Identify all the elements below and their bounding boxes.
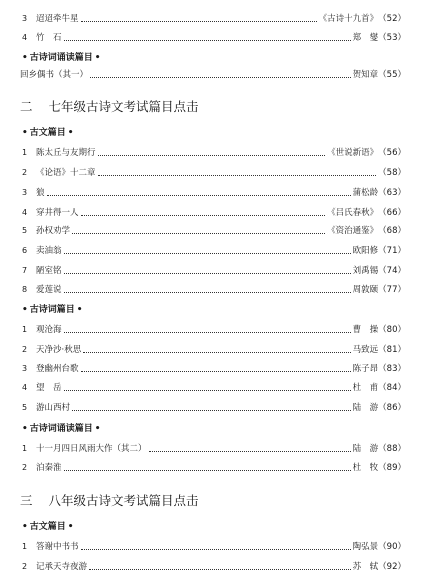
- entry-title: 爱莲说: [36, 285, 62, 295]
- entry-page: （66）: [378, 208, 406, 218]
- entry-number: 5: [22, 226, 28, 235]
- section-number: 三: [20, 493, 33, 508]
- entry-author: 陆 游: [352, 444, 379, 454]
- toc-entry: [22, 540, 406, 554]
- entry-author: 周敦颐: [352, 285, 379, 295]
- entry-author: 陈子昂: [352, 364, 379, 374]
- entry-author: 蒲松龄: [352, 188, 379, 198]
- toc-entry: [22, 461, 406, 475]
- entry-page: （58）: [378, 168, 406, 178]
- entry-page: （92）: [378, 562, 406, 572]
- section-title: 七年级古诗文考试篇目点击: [48, 99, 199, 114]
- entry-author: 杜 牧: [352, 463, 379, 473]
- entry-number: 1: [22, 325, 28, 334]
- bullet-dot: •: [94, 53, 101, 63]
- entry-page: （63）: [378, 188, 406, 198]
- entry-title: 狼: [36, 188, 45, 198]
- toc-entry: [22, 362, 406, 376]
- bullet-dot: •: [22, 522, 28, 532]
- entry-title: 回乡偶书（其一）: [20, 70, 89, 80]
- entry-author: 马致远: [352, 345, 379, 355]
- bullet-dot: •: [94, 424, 101, 434]
- section-title: 八年级古诗文考试篇目点击: [48, 493, 199, 508]
- dot-leader: [149, 444, 351, 452]
- subsection-heading: [20, 520, 76, 534]
- entry-page: （86）: [378, 403, 406, 413]
- entry-number: 3: [22, 364, 28, 373]
- dot-leader: [47, 188, 351, 196]
- bullet-dot: •: [22, 305, 28, 315]
- entry-title: 穿井得一人: [36, 208, 79, 218]
- entry-page: （56）: [378, 148, 406, 158]
- entry-author: 《世说新语》: [327, 148, 379, 158]
- dot-leader: [64, 285, 351, 293]
- entry-page: （84）: [378, 383, 406, 393]
- entry-page: （80）: [378, 325, 406, 335]
- subsection-label: 古文篇目: [29, 128, 66, 138]
- entry-page: （77）: [378, 285, 406, 295]
- entry-title: 陈太丘与友期行: [36, 148, 96, 158]
- entry-title: 答谢中书书: [36, 542, 79, 552]
- dot-leader: [64, 33, 351, 41]
- dot-leader: [64, 383, 351, 391]
- entry-author: 陆 游: [352, 403, 379, 413]
- entry-number: 3: [22, 188, 28, 197]
- entry-page: （74）: [378, 266, 406, 276]
- entry-page: （55）: [378, 70, 406, 80]
- entry-number: 1: [22, 148, 28, 157]
- toc-entry: [20, 68, 406, 82]
- entry-title: 观沧海: [36, 325, 62, 335]
- toc-entry: [22, 224, 406, 238]
- toc-entry: [22, 323, 406, 337]
- dot-leader: [83, 345, 350, 353]
- entry-number: 2: [22, 168, 28, 177]
- subsection-label: 古诗词诵读篇目: [29, 424, 93, 434]
- entry-author: 《吕氏春秋》: [327, 208, 379, 218]
- subsection-heading: [20, 51, 103, 65]
- toc-entry: [22, 206, 406, 220]
- entry-number: 4: [22, 208, 28, 217]
- entry-page: （81）: [378, 345, 406, 355]
- bullet-dot: •: [22, 128, 28, 138]
- entry-page: （68）: [378, 226, 406, 236]
- entry-title: 孙权劝学: [36, 226, 71, 236]
- entry-title: 卖油翁: [36, 246, 62, 256]
- entry-number: 8: [22, 285, 28, 294]
- entry-title: 陋室铭: [36, 266, 62, 276]
- entry-author: 刘禹锡: [352, 266, 379, 276]
- entry-author: 贺知章: [352, 70, 379, 80]
- dot-leader: [81, 14, 317, 22]
- entry-page: （90）: [378, 542, 406, 552]
- subsection-label: 古诗词篇目: [29, 305, 75, 315]
- entry-title: 游山西村: [36, 403, 71, 413]
- entry-author: 陶弘景: [352, 542, 379, 552]
- entry-page: （89）: [378, 463, 406, 473]
- entry-title: 泊秦淮: [36, 463, 62, 473]
- entry-number: 2: [22, 562, 28, 571]
- toc-entry: [22, 31, 406, 45]
- entry-number: 6: [22, 246, 28, 255]
- entry-number: 1: [22, 542, 28, 551]
- dot-leader: [72, 403, 351, 411]
- entry-title: 登幽州台歌: [36, 364, 79, 374]
- bullet-dot: •: [67, 128, 74, 138]
- entry-title: 竹 石: [36, 33, 62, 43]
- dot-leader: [72, 226, 325, 234]
- dot-leader: [64, 266, 351, 274]
- toc-entry: [22, 381, 406, 395]
- dot-leader: [90, 70, 351, 78]
- dot-leader: [64, 246, 351, 254]
- subsection-label: 古诗词诵读篇目: [29, 53, 93, 63]
- toc-entry: [22, 244, 406, 258]
- toc-entry: [22, 166, 406, 180]
- entry-number: 1: [22, 444, 28, 453]
- entry-number: 4: [22, 383, 28, 392]
- dot-leader: [64, 325, 351, 333]
- entry-page: （88）: [378, 444, 406, 454]
- dot-leader: [98, 148, 326, 156]
- entry-page: （83）: [378, 364, 406, 374]
- bullet-dot: •: [67, 522, 74, 532]
- entry-author: 苏 轼: [352, 562, 379, 572]
- entry-author: 欧阳修: [352, 246, 379, 256]
- entry-page: （52）: [378, 14, 406, 24]
- dot-leader: [98, 168, 377, 176]
- entry-number: 7: [22, 266, 28, 275]
- toc-entry: [22, 343, 406, 357]
- section-number: 二: [20, 99, 33, 114]
- entry-title: 望 岳: [36, 383, 62, 393]
- toc-entry: [22, 12, 406, 26]
- toc-entry: [22, 283, 406, 297]
- bullet-dot: •: [76, 305, 83, 315]
- bullet-dot: •: [22, 424, 28, 434]
- entry-author: 《资治通鉴》: [327, 226, 379, 236]
- entry-number: 3: [22, 14, 28, 23]
- entry-title: 迢迢牵牛星: [36, 14, 79, 24]
- entry-number: 2: [22, 345, 28, 354]
- subsection-heading: [20, 303, 85, 317]
- dot-leader: [64, 463, 351, 471]
- subsection-label: 古文篇目: [29, 522, 66, 532]
- entry-number: 2: [22, 463, 28, 472]
- dot-leader: [81, 208, 326, 216]
- entry-number: 4: [22, 33, 28, 42]
- toc-entry: [22, 146, 406, 160]
- entry-author: 《古诗十九首》: [318, 14, 379, 24]
- bullet-dot: •: [22, 53, 28, 63]
- subsection-heading: [20, 126, 76, 140]
- dot-leader: [81, 364, 351, 372]
- section-heading: [20, 96, 199, 116]
- dot-leader: [89, 562, 351, 570]
- subsection-heading: [20, 422, 103, 436]
- toc-entry: [22, 401, 406, 415]
- entry-page: （53）: [378, 33, 406, 43]
- toc-entry: [22, 186, 406, 200]
- toc-entry: [22, 264, 406, 278]
- dot-leader: [81, 542, 351, 550]
- entry-number: 5: [22, 403, 28, 412]
- entry-title: 记承天寺夜游: [36, 562, 88, 572]
- entry-title: 十一月四日风雨大作（其二）: [36, 444, 147, 454]
- entry-author: 郑 燮: [352, 33, 379, 43]
- section-heading: [20, 490, 199, 510]
- entry-title: 天净沙·秋思: [36, 345, 82, 355]
- entry-author: 曹 操: [352, 325, 379, 335]
- entry-author: 杜 甫: [352, 383, 379, 393]
- entry-page: （71）: [378, 246, 406, 256]
- toc-entry: [22, 560, 406, 574]
- entry-title: 《论语》十二章: [36, 168, 96, 178]
- toc-entry: [22, 442, 406, 456]
